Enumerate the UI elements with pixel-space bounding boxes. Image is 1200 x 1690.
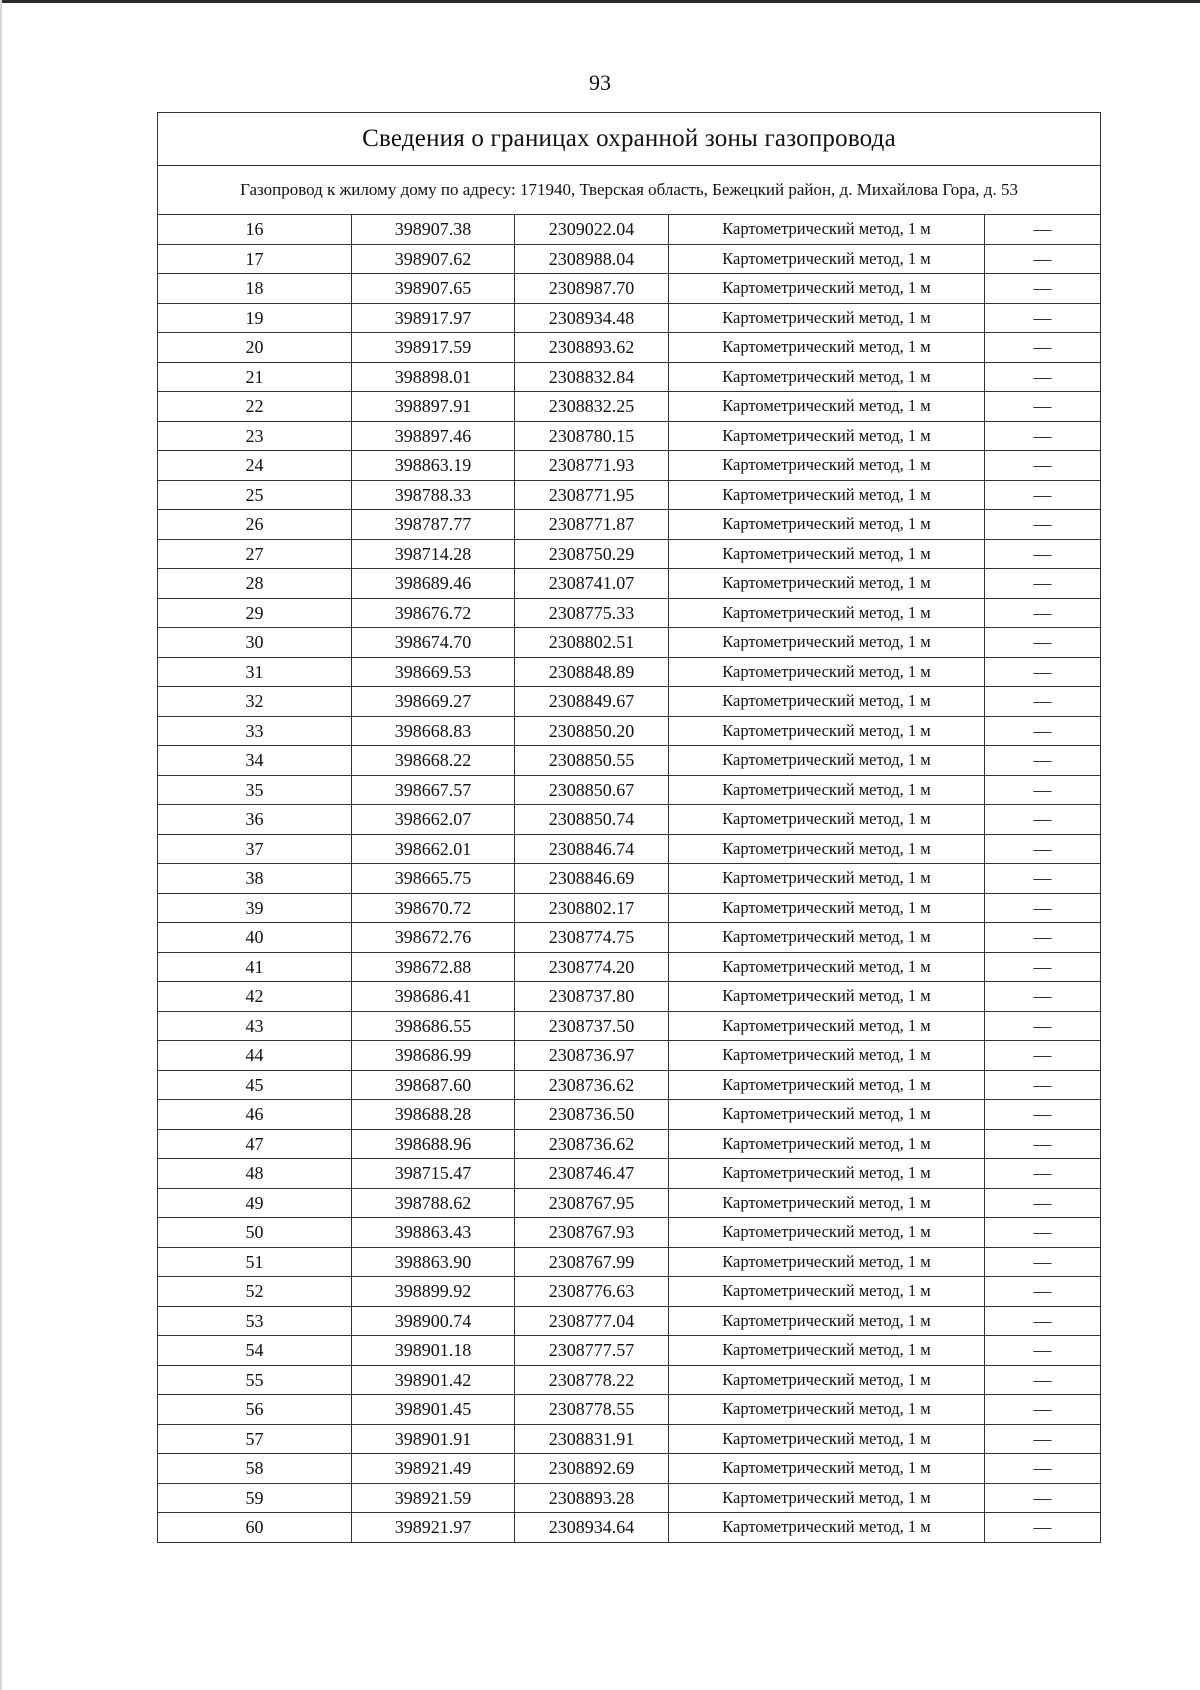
coordinate-x-cell: 398686.99 bbox=[352, 1041, 515, 1071]
point-number-cell: 20 bbox=[158, 333, 352, 363]
table-row bbox=[158, 687, 1101, 717]
scan-left-edge bbox=[0, 0, 2, 1690]
point-number-cell: 60 bbox=[158, 1513, 352, 1543]
table-row bbox=[158, 1306, 1101, 1336]
point-number-cell: 50 bbox=[158, 1218, 352, 1248]
table-row bbox=[158, 1159, 1101, 1189]
method-cell: Картометрический метод, 1 м bbox=[669, 421, 985, 451]
table-row bbox=[158, 1395, 1101, 1425]
point-number-cell: 51 bbox=[158, 1247, 352, 1277]
table-row bbox=[158, 982, 1101, 1012]
coordinate-y-cell: 2308737.80 bbox=[515, 982, 669, 1012]
method-cell: Картометрический метод, 1 м bbox=[669, 1483, 985, 1513]
note-cell: — bbox=[985, 480, 1101, 510]
coordinate-y-cell: 2308846.74 bbox=[515, 834, 669, 864]
note-cell: — bbox=[985, 1159, 1101, 1189]
coordinate-x-cell: 398787.77 bbox=[352, 510, 515, 540]
coordinate-y-cell: 2308767.95 bbox=[515, 1188, 669, 1218]
table-row bbox=[158, 1218, 1101, 1248]
point-number-cell: 44 bbox=[158, 1041, 352, 1071]
note-cell: — bbox=[985, 1041, 1101, 1071]
coordinate-y-cell: 2308776.63 bbox=[515, 1277, 669, 1307]
point-number-cell: 32 bbox=[158, 687, 352, 717]
table-row bbox=[158, 1041, 1101, 1071]
table-row bbox=[158, 1365, 1101, 1395]
coordinate-y-cell: 2308746.47 bbox=[515, 1159, 669, 1189]
note-cell: — bbox=[985, 1277, 1101, 1307]
method-cell: Картометрический метод, 1 м bbox=[669, 1041, 985, 1071]
method-cell: Картометрический метод, 1 м bbox=[669, 539, 985, 569]
method-cell: Картометрический метод, 1 м bbox=[669, 1454, 985, 1484]
table-row bbox=[158, 805, 1101, 835]
method-cell: Картометрический метод, 1 м bbox=[669, 805, 985, 835]
coordinate-y-cell: 2308780.15 bbox=[515, 421, 669, 451]
method-cell: Картометрический метод, 1 м bbox=[669, 1306, 985, 1336]
note-cell: — bbox=[985, 333, 1101, 363]
coordinate-x-cell: 398662.01 bbox=[352, 834, 515, 864]
coordinate-y-cell: 2308832.84 bbox=[515, 362, 669, 392]
coordinate-y-cell: 2308771.87 bbox=[515, 510, 669, 540]
note-cell: — bbox=[985, 303, 1101, 333]
point-number-cell: 47 bbox=[158, 1129, 352, 1159]
coordinate-x-cell: 398672.88 bbox=[352, 952, 515, 982]
coordinate-y-cell: 2308802.51 bbox=[515, 628, 669, 658]
coordinate-x-cell: 398669.27 bbox=[352, 687, 515, 717]
point-number-cell: 36 bbox=[158, 805, 352, 835]
method-cell: Картометрический метод, 1 м bbox=[669, 1218, 985, 1248]
table-row bbox=[158, 864, 1101, 894]
table-row bbox=[158, 1483, 1101, 1513]
table-row bbox=[158, 215, 1101, 245]
note-cell: — bbox=[985, 864, 1101, 894]
table-row bbox=[158, 1454, 1101, 1484]
method-cell: Картометрический метод, 1 м bbox=[669, 1188, 985, 1218]
note-cell: — bbox=[985, 657, 1101, 687]
method-cell: Картометрический метод, 1 м bbox=[669, 303, 985, 333]
note-cell: — bbox=[985, 451, 1101, 481]
point-number-cell: 30 bbox=[158, 628, 352, 658]
table-row bbox=[158, 392, 1101, 422]
coordinate-y-cell: 2308771.95 bbox=[515, 480, 669, 510]
method-cell: Картометрический метод, 1 м bbox=[669, 923, 985, 953]
note-cell: — bbox=[985, 1306, 1101, 1336]
method-cell: Картометрический метод, 1 м bbox=[669, 628, 985, 658]
point-number-cell: 40 bbox=[158, 923, 352, 953]
coordinate-y-cell: 2308850.74 bbox=[515, 805, 669, 835]
coordinate-y-cell: 2308775.33 bbox=[515, 598, 669, 628]
point-number-cell: 39 bbox=[158, 893, 352, 923]
coordinate-y-cell: 2308778.55 bbox=[515, 1395, 669, 1425]
point-number-cell: 26 bbox=[158, 510, 352, 540]
note-cell: — bbox=[985, 1100, 1101, 1130]
coordinate-x-cell: 398662.07 bbox=[352, 805, 515, 835]
method-cell: Картометрический метод, 1 м bbox=[669, 598, 985, 628]
point-number-cell: 54 bbox=[158, 1336, 352, 1366]
table-row bbox=[158, 1129, 1101, 1159]
page-number: 93 bbox=[589, 70, 611, 95]
coordinate-x-cell: 398688.96 bbox=[352, 1129, 515, 1159]
table-row bbox=[158, 1100, 1101, 1130]
table-row bbox=[158, 480, 1101, 510]
note-cell: — bbox=[985, 952, 1101, 982]
coordinate-y-cell: 2308741.07 bbox=[515, 569, 669, 599]
coordinate-x-cell: 398863.43 bbox=[352, 1218, 515, 1248]
coordinate-y-cell: 2308892.69 bbox=[515, 1454, 669, 1484]
coordinate-x-cell: 398668.22 bbox=[352, 746, 515, 776]
method-cell: Картометрический метод, 1 м bbox=[669, 1100, 985, 1130]
point-number-cell: 25 bbox=[158, 480, 352, 510]
coordinate-x-cell: 398687.60 bbox=[352, 1070, 515, 1100]
coordinate-y-cell: 2308771.93 bbox=[515, 451, 669, 481]
note-cell: — bbox=[985, 215, 1101, 245]
table-row bbox=[158, 421, 1101, 451]
method-cell: Картометрический метод, 1 м bbox=[669, 1336, 985, 1366]
table-row bbox=[158, 716, 1101, 746]
method-cell: Картометрический метод, 1 м bbox=[669, 1365, 985, 1395]
note-cell: — bbox=[985, 893, 1101, 923]
method-cell: Картометрический метод, 1 м bbox=[669, 775, 985, 805]
note-cell: — bbox=[985, 1454, 1101, 1484]
coordinate-y-cell: 2308736.62 bbox=[515, 1070, 669, 1100]
point-number-cell: 52 bbox=[158, 1277, 352, 1307]
coordinate-y-cell: 2308774.20 bbox=[515, 952, 669, 982]
method-cell: Картометрический метод, 1 м bbox=[669, 480, 985, 510]
note-cell: — bbox=[985, 510, 1101, 540]
coordinate-y-cell: 2308934.48 bbox=[515, 303, 669, 333]
coordinate-x-cell: 398669.53 bbox=[352, 657, 515, 687]
note-cell: — bbox=[985, 805, 1101, 835]
point-number-cell: 56 bbox=[158, 1395, 352, 1425]
table-subtitle-row bbox=[158, 166, 1101, 215]
method-cell: Картометрический метод, 1 м bbox=[669, 864, 985, 894]
method-cell: Картометрический метод, 1 м bbox=[669, 1395, 985, 1425]
coordinate-y-cell: 2308849.67 bbox=[515, 687, 669, 717]
point-number-cell: 45 bbox=[158, 1070, 352, 1100]
method-cell: Картометрический метод, 1 м bbox=[669, 982, 985, 1012]
coordinate-y-cell: 2308893.28 bbox=[515, 1483, 669, 1513]
coordinate-x-cell: 398863.19 bbox=[352, 451, 515, 481]
note-cell: — bbox=[985, 392, 1101, 422]
coordinate-x-cell: 398686.55 bbox=[352, 1011, 515, 1041]
note-cell: — bbox=[985, 746, 1101, 776]
coordinate-y-cell: 2308767.93 bbox=[515, 1218, 669, 1248]
coordinate-y-cell: 2308736.62 bbox=[515, 1129, 669, 1159]
coordinate-y-cell: 2308832.25 bbox=[515, 392, 669, 422]
note-cell: — bbox=[985, 834, 1101, 864]
method-cell: Картометрический метод, 1 м bbox=[669, 952, 985, 982]
coordinate-y-cell: 2308987.70 bbox=[515, 274, 669, 304]
coordinate-x-cell: 398921.49 bbox=[352, 1454, 515, 1484]
method-cell: Картометрический метод, 1 м bbox=[669, 1247, 985, 1277]
table-row bbox=[158, 1247, 1101, 1277]
point-number-cell: 57 bbox=[158, 1424, 352, 1454]
coordinate-x-cell: 398907.38 bbox=[352, 215, 515, 245]
method-cell: Картометрический метод, 1 м bbox=[669, 1424, 985, 1454]
method-cell: Картометрический метод, 1 м bbox=[669, 746, 985, 776]
coordinate-y-cell: 2308774.75 bbox=[515, 923, 669, 953]
note-cell: — bbox=[985, 421, 1101, 451]
method-cell: Картометрический метод, 1 м bbox=[669, 215, 985, 245]
method-cell: Картометрический метод, 1 м bbox=[669, 1070, 985, 1100]
point-number-cell: 27 bbox=[158, 539, 352, 569]
note-cell: — bbox=[985, 982, 1101, 1012]
note-cell: — bbox=[985, 1188, 1101, 1218]
table-row bbox=[158, 303, 1101, 333]
coordinate-x-cell: 398714.28 bbox=[352, 539, 515, 569]
note-cell: — bbox=[985, 569, 1101, 599]
point-number-cell: 22 bbox=[158, 392, 352, 422]
point-number-cell: 17 bbox=[158, 244, 352, 274]
method-cell: Картометрический метод, 1 м bbox=[669, 569, 985, 599]
point-number-cell: 24 bbox=[158, 451, 352, 481]
note-cell: — bbox=[985, 1218, 1101, 1248]
coordinate-x-cell: 398917.97 bbox=[352, 303, 515, 333]
table-row bbox=[158, 834, 1101, 864]
coordinate-x-cell: 398897.46 bbox=[352, 421, 515, 451]
table-row bbox=[158, 628, 1101, 658]
coordinate-y-cell: 2308850.55 bbox=[515, 746, 669, 776]
coordinate-x-cell: 398901.42 bbox=[352, 1365, 515, 1395]
method-cell: Картометрический метод, 1 м bbox=[669, 687, 985, 717]
method-cell: Картометрический метод, 1 м bbox=[669, 451, 985, 481]
table-row bbox=[158, 952, 1101, 982]
method-cell: Картометрический метод, 1 м bbox=[669, 244, 985, 274]
point-number-cell: 29 bbox=[158, 598, 352, 628]
note-cell: — bbox=[985, 1336, 1101, 1366]
table-row bbox=[158, 598, 1101, 628]
method-cell: Картометрический метод, 1 м bbox=[669, 274, 985, 304]
table-row bbox=[158, 746, 1101, 776]
note-cell: — bbox=[985, 362, 1101, 392]
note-cell: — bbox=[985, 1513, 1101, 1543]
table-row bbox=[158, 1513, 1101, 1543]
coordinate-y-cell: 2308777.57 bbox=[515, 1336, 669, 1366]
point-number-cell: 42 bbox=[158, 982, 352, 1012]
coordinate-y-cell: 2308934.64 bbox=[515, 1513, 669, 1543]
table-row bbox=[158, 657, 1101, 687]
coordinate-y-cell: 2308736.50 bbox=[515, 1100, 669, 1130]
table-row bbox=[158, 274, 1101, 304]
table-row bbox=[158, 1011, 1101, 1041]
note-cell: — bbox=[985, 687, 1101, 717]
note-cell: — bbox=[985, 716, 1101, 746]
table-row bbox=[158, 775, 1101, 805]
coordinate-y-cell: 2309022.04 bbox=[515, 215, 669, 245]
coordinate-x-cell: 398665.75 bbox=[352, 864, 515, 894]
point-number-cell: 19 bbox=[158, 303, 352, 333]
table-row bbox=[158, 539, 1101, 569]
note-cell: — bbox=[985, 1070, 1101, 1100]
coordinate-x-cell: 398897.91 bbox=[352, 392, 515, 422]
method-cell: Картометрический метод, 1 м bbox=[669, 657, 985, 687]
table-row bbox=[158, 244, 1101, 274]
coordinate-y-cell: 2308850.67 bbox=[515, 775, 669, 805]
boundary-coordinates-table bbox=[157, 112, 1101, 1543]
coordinate-x-cell: 398672.76 bbox=[352, 923, 515, 953]
table-row bbox=[158, 923, 1101, 953]
point-number-cell: 49 bbox=[158, 1188, 352, 1218]
coordinate-x-cell: 398676.72 bbox=[352, 598, 515, 628]
coordinate-y-cell: 2308736.97 bbox=[515, 1041, 669, 1071]
point-number-cell: 16 bbox=[158, 215, 352, 245]
coordinate-x-cell: 398907.65 bbox=[352, 274, 515, 304]
point-number-cell: 43 bbox=[158, 1011, 352, 1041]
note-cell: — bbox=[985, 598, 1101, 628]
point-number-cell: 58 bbox=[158, 1454, 352, 1484]
note-cell: — bbox=[985, 1424, 1101, 1454]
point-number-cell: 34 bbox=[158, 746, 352, 776]
method-cell: Картометрический метод, 1 м bbox=[669, 1277, 985, 1307]
point-number-cell: 37 bbox=[158, 834, 352, 864]
coordinate-x-cell: 398899.92 bbox=[352, 1277, 515, 1307]
table-row bbox=[158, 1336, 1101, 1366]
coordinate-x-cell: 398901.45 bbox=[352, 1395, 515, 1425]
note-cell: — bbox=[985, 244, 1101, 274]
table-row bbox=[158, 1070, 1101, 1100]
coordinate-x-cell: 398686.41 bbox=[352, 982, 515, 1012]
point-number-cell: 38 bbox=[158, 864, 352, 894]
point-number-cell: 55 bbox=[158, 1365, 352, 1395]
method-cell: Картометрический метод, 1 м bbox=[669, 510, 985, 540]
method-cell: Картометрический метод, 1 м bbox=[669, 1159, 985, 1189]
note-cell: — bbox=[985, 923, 1101, 953]
note-cell: — bbox=[985, 274, 1101, 304]
method-cell: Картометрический метод, 1 м bbox=[669, 1513, 985, 1543]
method-cell: Картометрический метод, 1 м bbox=[669, 716, 985, 746]
coordinate-y-cell: 2308846.69 bbox=[515, 864, 669, 894]
coordinate-x-cell: 398668.83 bbox=[352, 716, 515, 746]
coordinate-x-cell: 398898.01 bbox=[352, 362, 515, 392]
coordinate-x-cell: 398689.46 bbox=[352, 569, 515, 599]
coordinate-y-cell: 2308750.29 bbox=[515, 539, 669, 569]
table-row bbox=[158, 451, 1101, 481]
coordinate-x-cell: 398901.18 bbox=[352, 1336, 515, 1366]
scan-top-edge bbox=[0, 0, 1200, 3]
note-cell: — bbox=[985, 1395, 1101, 1425]
coordinate-y-cell: 2308767.99 bbox=[515, 1247, 669, 1277]
coordinate-x-cell: 398921.59 bbox=[352, 1483, 515, 1513]
table-row bbox=[158, 569, 1101, 599]
table-title-row bbox=[158, 113, 1101, 166]
point-number-cell: 41 bbox=[158, 952, 352, 982]
coordinate-x-cell: 398901.91 bbox=[352, 1424, 515, 1454]
point-number-cell: 35 bbox=[158, 775, 352, 805]
coordinate-x-cell: 398863.90 bbox=[352, 1247, 515, 1277]
table-row bbox=[158, 1277, 1101, 1307]
coordinate-y-cell: 2308802.17 bbox=[515, 893, 669, 923]
table-subtitle: Газопровод к жилому дому по адресу: 171940, Тверская область, Бежецкий район, д. Михайлова Гора, д. 53 bbox=[158, 166, 1101, 215]
method-cell: Картометрический метод, 1 м bbox=[669, 834, 985, 864]
coordinate-y-cell: 2308831.91 bbox=[515, 1424, 669, 1454]
table-row bbox=[158, 1424, 1101, 1454]
note-cell: — bbox=[985, 1365, 1101, 1395]
method-cell: Картометрический метод, 1 м bbox=[669, 1011, 985, 1041]
coordinate-x-cell: 398917.59 bbox=[352, 333, 515, 363]
point-number-cell: 33 bbox=[158, 716, 352, 746]
table-title: Сведения о границах охранной зоны газопровода bbox=[158, 113, 1101, 166]
note-cell: — bbox=[985, 1483, 1101, 1513]
point-number-cell: 28 bbox=[158, 569, 352, 599]
coordinate-x-cell: 398788.33 bbox=[352, 480, 515, 510]
coordinate-y-cell: 2308777.04 bbox=[515, 1306, 669, 1336]
note-cell: — bbox=[985, 1247, 1101, 1277]
point-number-cell: 23 bbox=[158, 421, 352, 451]
coordinate-y-cell: 2308850.20 bbox=[515, 716, 669, 746]
coordinate-x-cell: 398688.28 bbox=[352, 1100, 515, 1130]
method-cell: Картометрический метод, 1 м bbox=[669, 333, 985, 363]
point-number-cell: 18 bbox=[158, 274, 352, 304]
coordinate-y-cell: 2308737.50 bbox=[515, 1011, 669, 1041]
coordinate-x-cell: 398907.62 bbox=[352, 244, 515, 274]
point-number-cell: 21 bbox=[158, 362, 352, 392]
point-number-cell: 31 bbox=[158, 657, 352, 687]
coordinate-y-cell: 2308848.89 bbox=[515, 657, 669, 687]
method-cell: Картометрический метод, 1 м bbox=[669, 1129, 985, 1159]
coordinate-y-cell: 2308893.62 bbox=[515, 333, 669, 363]
table-row bbox=[158, 893, 1101, 923]
note-cell: — bbox=[985, 775, 1101, 805]
coordinate-y-cell: 2308988.04 bbox=[515, 244, 669, 274]
coordinate-x-cell: 398715.47 bbox=[352, 1159, 515, 1189]
point-number-cell: 46 bbox=[158, 1100, 352, 1130]
coordinate-x-cell: 398921.97 bbox=[352, 1513, 515, 1543]
coordinate-x-cell: 398900.74 bbox=[352, 1306, 515, 1336]
point-number-cell: 53 bbox=[158, 1306, 352, 1336]
point-number-cell: 59 bbox=[158, 1483, 352, 1513]
table-row bbox=[158, 510, 1101, 540]
method-cell: Картометрический метод, 1 м bbox=[669, 392, 985, 422]
method-cell: Картометрический метод, 1 м bbox=[669, 362, 985, 392]
coordinate-x-cell: 398788.62 bbox=[352, 1188, 515, 1218]
note-cell: — bbox=[985, 539, 1101, 569]
coordinate-x-cell: 398670.72 bbox=[352, 893, 515, 923]
coordinate-x-cell: 398674.70 bbox=[352, 628, 515, 658]
note-cell: — bbox=[985, 628, 1101, 658]
method-cell: Картометрический метод, 1 м bbox=[669, 893, 985, 923]
table-row bbox=[158, 333, 1101, 363]
table-row bbox=[158, 362, 1101, 392]
point-number-cell: 48 bbox=[158, 1159, 352, 1189]
note-cell: — bbox=[985, 1129, 1101, 1159]
coordinate-y-cell: 2308778.22 bbox=[515, 1365, 669, 1395]
table-row bbox=[158, 1188, 1101, 1218]
note-cell: — bbox=[985, 1011, 1101, 1041]
coordinate-x-cell: 398667.57 bbox=[352, 775, 515, 805]
